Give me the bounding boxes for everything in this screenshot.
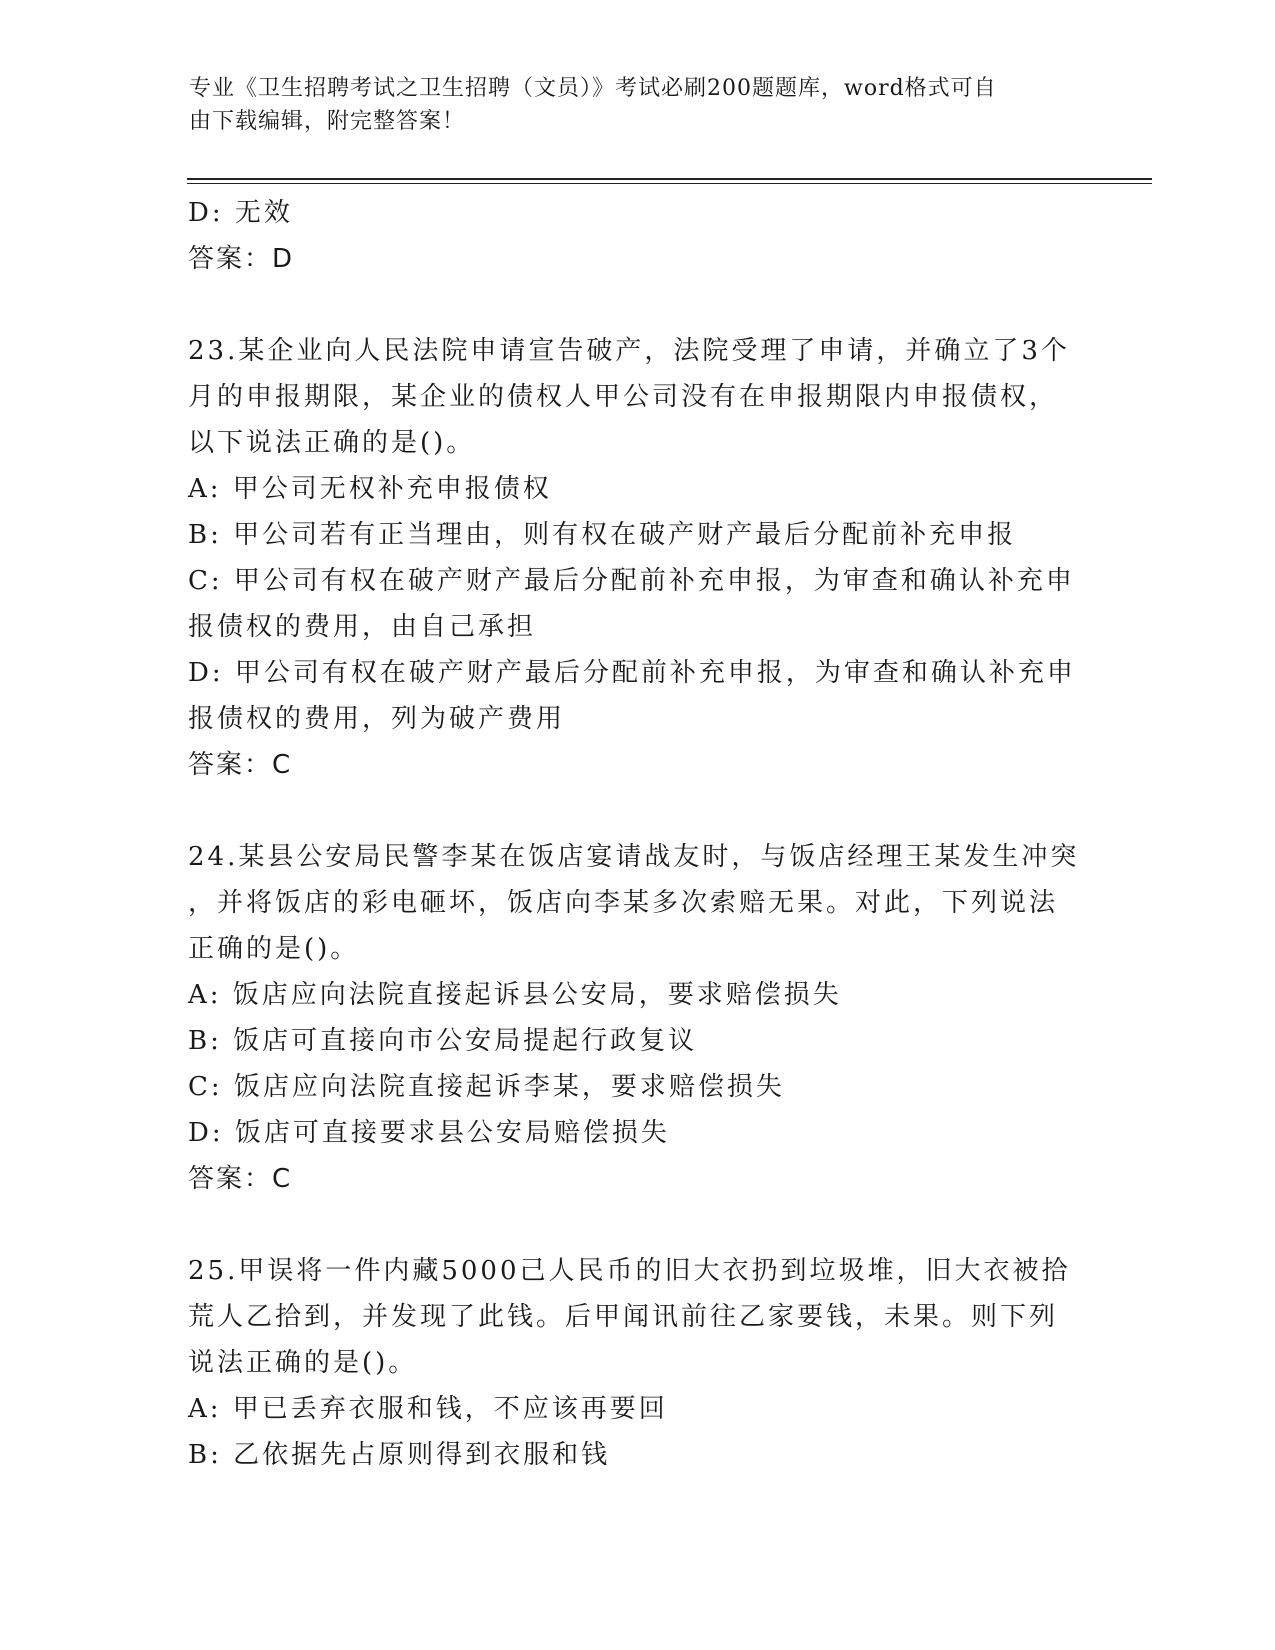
answer: 答案：C: [188, 750, 293, 780]
option-a: A: 甲公司无权补充申报债权: [188, 474, 552, 504]
question-stem-line: ，并将饭店的彩电砸坏，饭店向李某多次索赔无果。对此，下列说法: [188, 888, 1059, 918]
option-b: B: 甲公司若有正当理由，则有权在破产财产最后分配前补充申报: [188, 520, 1017, 550]
option-c: C: 饭店应向法院直接起诉李某，要求赔偿损失: [188, 1072, 785, 1102]
header-line-2: 由下载编辑，附完整答案！: [189, 109, 466, 134]
spacer: [188, 788, 1088, 834]
document-body: [188, 190, 1088, 1478]
question-stem-line: 月的申报期限，某企业的债权人甲公司没有在申报期限内申报债权，: [188, 382, 1059, 412]
option-d: D: 甲公司有权在破产财产最后分配前补充申报，为审查和确认补充申: [188, 658, 1076, 688]
option-c: C: 甲公司有权在破产财产最后分配前补充申报，为审查和确认补充申: [188, 566, 1075, 596]
question-stem-line: 荒人乙拾到，并发现了此钱。后甲闻讯前往乙家要钱，未果。则下列: [188, 1302, 1059, 1332]
option-d: D: 无效: [188, 198, 293, 228]
spacer: [188, 282, 1088, 328]
option-c-continued: 报债权的费用，由自己承担: [188, 612, 537, 642]
header-rule-thick: [187, 178, 1152, 180]
question-stem-line: 25.甲误将一件内藏5000己人民币的旧大衣扔到垃圾堆，旧大衣被拾: [188, 1256, 1071, 1286]
question-23: [188, 328, 1088, 788]
option-b: B: 饭店可直接向市公安局提起行政复议: [188, 1026, 698, 1056]
option-b: B: 乙依据先占原则得到衣服和钱: [188, 1440, 611, 1470]
question-stem-line: 23.某企业向人民法院申请宣告破产，法院受理了申请，并确立了3个: [188, 336, 1070, 366]
question-stem-line: 正确的是()。: [188, 934, 360, 964]
question-25: [188, 1248, 1088, 1478]
option-a: A: 饭店应向法院直接起诉县公安局，要求赔偿损失: [188, 980, 842, 1010]
option-d: D: 饭店可直接要求县公安局赔偿损失: [188, 1118, 670, 1148]
question-stem-line: 24.某县公安局民警李某在饭店宴请战友时，与饭店经理王某发生冲突: [188, 842, 1080, 872]
option-d-continued: 报债权的费用，列为破产费用: [188, 704, 566, 734]
document-header: [189, 72, 1069, 138]
question-stem-line: 以下说法正确的是()。: [188, 428, 476, 458]
spacer: [188, 1202, 1088, 1248]
question-stem-line: 说法正确的是()。: [188, 1348, 418, 1378]
answer: 答案：C: [188, 1164, 293, 1194]
header-rule-thin: [187, 183, 1152, 184]
header-line-1: 专业《卫生招聘考试之卫生招聘（文员）》考试必刷200题题库，word格式可自: [189, 76, 997, 101]
question-24: [188, 834, 1088, 1202]
option-a: A: 甲已丢弃衣服和钱，不应该再要回: [188, 1394, 668, 1424]
answer: 答案：D: [188, 244, 295, 274]
